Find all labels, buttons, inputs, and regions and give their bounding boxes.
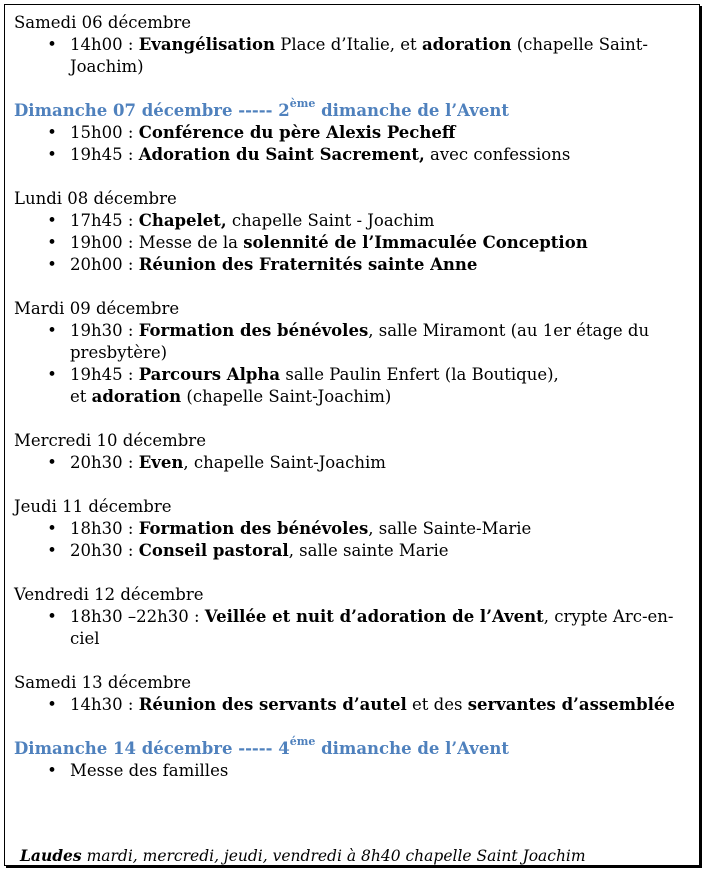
- day-section: [14, 188, 694, 276]
- event-item: [14, 34, 694, 78]
- bullet-icon: •: [47, 123, 57, 142]
- day-section: [14, 12, 694, 78]
- time-separator: :: [122, 211, 139, 230]
- day-heading-ordinal: éme: [289, 735, 316, 748]
- day-heading: [14, 97, 694, 122]
- time-separator: :: [122, 365, 139, 384]
- event-title: adoration: [91, 387, 182, 406]
- event-item: [14, 760, 694, 782]
- day-heading-text: Dimanche 07 décembre ----- 2: [14, 101, 290, 120]
- event-list: [14, 518, 694, 562]
- bullet-icon: •: [47, 145, 57, 164]
- event-detail: (chapelle Saint-Joachim): [70, 35, 648, 76]
- time-separator: :: [188, 607, 205, 626]
- laudes-text: mardi, mercredi, jeudi, vendredi à 8h40 chapelle Saint Joachim: [81, 847, 586, 865]
- day-heading-text: Lundi 08 décembre: [14, 189, 177, 208]
- event-detail: , salle Miramont (au 1er étage du presbytère): [70, 321, 650, 362]
- day-heading: [14, 188, 694, 210]
- bullet-icon: •: [47, 695, 57, 714]
- event-title: Formation des bénévoles: [138, 321, 369, 340]
- event-detail: et: [70, 387, 92, 406]
- time-separator: :: [122, 145, 139, 164]
- day-heading: [14, 672, 694, 694]
- bullet-icon: •: [47, 35, 57, 54]
- bullet-icon: •: [47, 321, 57, 340]
- bullet-icon: •: [47, 541, 57, 560]
- event-title: Conférence du père Alexis Pecheff: [138, 123, 456, 142]
- day-heading-text: Samedi 13 décembre: [14, 673, 192, 692]
- event-time: 20h00: [70, 255, 123, 274]
- day-heading-text: Dimanche 14 décembre ----- 4: [14, 739, 290, 758]
- event-item: [14, 694, 694, 716]
- event-list: [14, 34, 694, 78]
- event-time: 19h30: [70, 321, 123, 340]
- event-time: 20h30: [70, 453, 123, 472]
- bullet-icon: •: [47, 233, 57, 252]
- schedule-list: [14, 12, 694, 804]
- bullet-icon: •: [47, 761, 57, 780]
- event-title: adoration: [421, 35, 512, 54]
- event-title: Réunion des Fraternités sainte Anne: [138, 255, 478, 274]
- day-section: [14, 298, 694, 408]
- event-list: [14, 122, 694, 166]
- bullet-icon: •: [47, 365, 57, 384]
- event-title: Réunion des servants d’autel: [138, 695, 407, 714]
- day-heading-text: Samedi 06 décembre: [14, 13, 192, 32]
- event-title: Conseil pastoral: [138, 541, 289, 560]
- day-section: [14, 430, 694, 474]
- event-item: [14, 518, 694, 540]
- event-item: [14, 210, 694, 232]
- event-detail: (chapelle Saint-Joachim): [181, 387, 392, 406]
- event-time: 17h45: [70, 211, 123, 230]
- day-heading: [14, 430, 694, 452]
- event-title: Parcours Alpha: [138, 365, 281, 384]
- bullet-icon: •: [47, 607, 57, 626]
- event-list: [14, 760, 694, 782]
- time-separator: :: [122, 695, 139, 714]
- bullet-icon: •: [47, 255, 57, 274]
- day-section: [14, 672, 694, 716]
- event-time: 20h30: [70, 541, 123, 560]
- time-separator: :: [122, 519, 139, 538]
- time-separator: :: [122, 321, 139, 340]
- day-heading: [14, 496, 694, 518]
- event-list: [14, 452, 694, 474]
- event-list: [14, 210, 694, 276]
- event-item: [14, 606, 694, 650]
- event-item: [14, 320, 694, 364]
- event-list: [14, 606, 694, 650]
- event-list: [14, 694, 694, 716]
- event-title: Chapelet,: [138, 211, 227, 230]
- event-detail: avec confessions: [424, 145, 571, 164]
- event-item: [14, 232, 694, 254]
- event-title: servantes d’assemblée: [467, 695, 675, 714]
- event-detail: Messe de la: [138, 233, 244, 252]
- bullet-icon: •: [47, 519, 57, 538]
- event-title: Adoration du Saint Sacrement,: [138, 145, 425, 164]
- event-item: [14, 452, 694, 474]
- event-item: [14, 540, 694, 562]
- event-detail: et des: [406, 695, 468, 714]
- event-item: [14, 364, 694, 408]
- event-time: 19h45: [70, 365, 123, 384]
- day-section: [14, 735, 694, 782]
- event-detail: , chapelle Saint-Joachim: [183, 453, 386, 472]
- day-heading: [14, 12, 694, 34]
- laudes-label: Laudes: [20, 846, 82, 865]
- day-heading-text: Vendredi 12 décembre: [14, 585, 204, 604]
- event-time: 19h45: [70, 145, 123, 164]
- event-time: 18h30: [70, 519, 123, 538]
- time-separator: :: [122, 541, 139, 560]
- day-section: [14, 97, 694, 166]
- day-heading-ordinal: ème: [289, 97, 316, 110]
- event-detail: , salle sainte Marie: [288, 541, 449, 560]
- event-title: Formation des bénévoles: [138, 519, 369, 538]
- event-item: [14, 254, 694, 276]
- time-separator: :: [122, 453, 139, 472]
- laudes-footer: [20, 846, 586, 866]
- day-heading-text: Mardi 09 décembre: [14, 299, 180, 318]
- event-item: [14, 144, 694, 166]
- event-detail: , crypte Arc-en-ciel: [70, 607, 674, 648]
- event-detail: Place d’Italie, et: [274, 35, 422, 54]
- day-section: [14, 496, 694, 562]
- day-section: [14, 584, 694, 650]
- event-detail: , salle Sainte-Marie: [368, 519, 532, 538]
- event-time: 14h00: [70, 35, 123, 54]
- event-title: solennité de l’Immaculée Conception: [243, 233, 588, 252]
- event-time: 14h30: [70, 695, 123, 714]
- event-time: 19h00: [70, 233, 123, 252]
- time-separator: :: [122, 255, 139, 274]
- bullet-icon: •: [47, 211, 57, 230]
- day-heading-suffix: dimanche de l’Avent: [315, 739, 509, 758]
- time-separator: :: [122, 233, 139, 252]
- event-detail: chapelle Saint - Joachim: [226, 211, 435, 230]
- event-detail: salle Paulin Enfert (la Boutique),: [280, 365, 559, 384]
- event-title: Veillée et nuit d’adoration de l’Avent: [204, 607, 544, 626]
- day-heading-suffix: dimanche de l’Avent: [315, 101, 509, 120]
- day-heading-text: Jeudi 11 décembre: [14, 497, 172, 516]
- day-heading: [14, 584, 694, 606]
- day-heading: [14, 735, 694, 760]
- event-time: 18h30 –22h30: [70, 607, 189, 626]
- event-time: 15h00: [70, 123, 123, 142]
- event-title: Even: [138, 453, 184, 472]
- event-item: [14, 122, 694, 144]
- time-separator: :: [122, 123, 139, 142]
- event-detail: Messe des familles: [70, 761, 229, 780]
- time-separator: :: [122, 35, 139, 54]
- day-heading-text: Mercredi 10 décembre: [14, 431, 206, 450]
- event-list: [14, 320, 694, 408]
- bullet-icon: •: [47, 453, 57, 472]
- day-heading: [14, 298, 694, 320]
- event-title: Evangélisation: [138, 35, 275, 54]
